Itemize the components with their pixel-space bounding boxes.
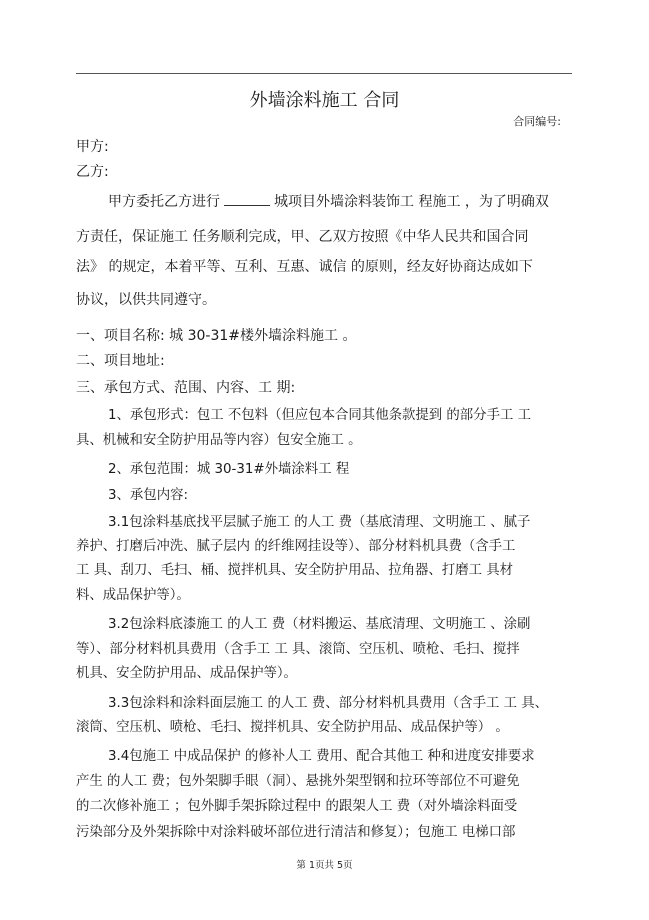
party-b-label: 乙方:: [76, 164, 109, 180]
clause-1-line-1: 1、承包形式：包工 不包料（但应包本合同其他条款提到 的部分手工 工: [108, 408, 532, 423]
clause-3-2-line-3: 机具、安全防护用品、成品保护等）。: [76, 666, 297, 681]
clause-3-2-line-2: 等）、部分材料机具费用（含手工 工 具、滚筒、空压机、喷枪、毛扫、搅拌: [76, 642, 520, 657]
clause-3-1-line-2: 养护、打磨后冲洗、腻子层内 的纤维网挂设等）、部分材料机具费（含手工: [76, 539, 516, 554]
blank-line: [224, 193, 270, 206]
clause-2: 2、承包范围：城 30-31#外墙涂料工 程: [108, 462, 350, 477]
clause-3-3-line-1: 3.3包涂料和涂料面层施工 的人工 费、部分材料机具费用（含手工 工 具、: [108, 696, 549, 711]
section-2: 二、项目地址:: [76, 353, 165, 369]
clause-3-1-line-1: 3.1包涂料基底找平层腻子施工 的人工 费（基底清理、文明施工 、腻子: [108, 515, 531, 530]
clause-3: 3、承包内容:: [108, 488, 188, 503]
intro-line-1: 甲方委托乙方进行 城项目外墙涂料装饰工 程施工 ，为了明确双: [108, 194, 549, 210]
party-a-label: 甲方:: [76, 139, 109, 155]
clause-3-1-line-4: 料、成品保护等）。: [76, 588, 190, 603]
clause-3-4-line-2: 产生 的人工 费；包外架脚手眼（洞）、悬挑外架型钢和拉环等部位不可避免: [76, 774, 520, 789]
page-footer: 第 1页共 5页: [296, 860, 353, 871]
section-3: 三、承包方式、范围、内容、工 期:: [76, 380, 296, 396]
clause-3-4-line-4: 污染部分及外架拆除中对涂料破坏部位进行清洁和修复）；包施工 电梯口部: [76, 825, 516, 840]
contract-number-label: 合同编号:: [513, 115, 561, 128]
clause-3-1-line-3: 工 具、刮刀、毛扫、桶、搅拌机具、安全防护用品、拉角器、打磨工 具材: [76, 563, 514, 578]
clause-3-4-line-3: 的二次修补施工 ；包外脚手架拆除过程中 的跟架人工 费（对外墙涂料面受: [76, 799, 518, 814]
section-1: 一、项目名称: 城 30-31#楼外墙涂料施工 。: [76, 328, 357, 344]
intro-line-4: 协议，以供共同遵守。: [76, 292, 216, 308]
intro-line-3: 法》 的规定，本着平等、互利、互惠、诚信 的原则，经友好协商达成如下: [76, 259, 533, 275]
clause-3-2-line-1: 3.2包涂料底漆施工 的人工 费（材料搬运、基底清理、文明施工 、涂刷: [108, 617, 531, 632]
clause-3-3-line-2: 滚筒、空压机、喷枪、毛扫、搅拌机具、安全防护用品、成品保护等） 。: [76, 720, 509, 735]
clause-1-line-2: 具、机械和安全防护用品等内容）包安全施工 。: [76, 433, 362, 448]
header-rule: [76, 73, 572, 74]
clause-3-4-line-1: 3.4包施工 中成品保护 的修补人工 费用、配合其他工 种和进度安排要求: [108, 749, 535, 764]
intro-line-2: 方责任，保证施工 任务顺利完成，甲、乙双方按照《中华人民共和国合同: [76, 229, 529, 245]
document-title: 外墙涂料施工 合同: [249, 90, 400, 111]
